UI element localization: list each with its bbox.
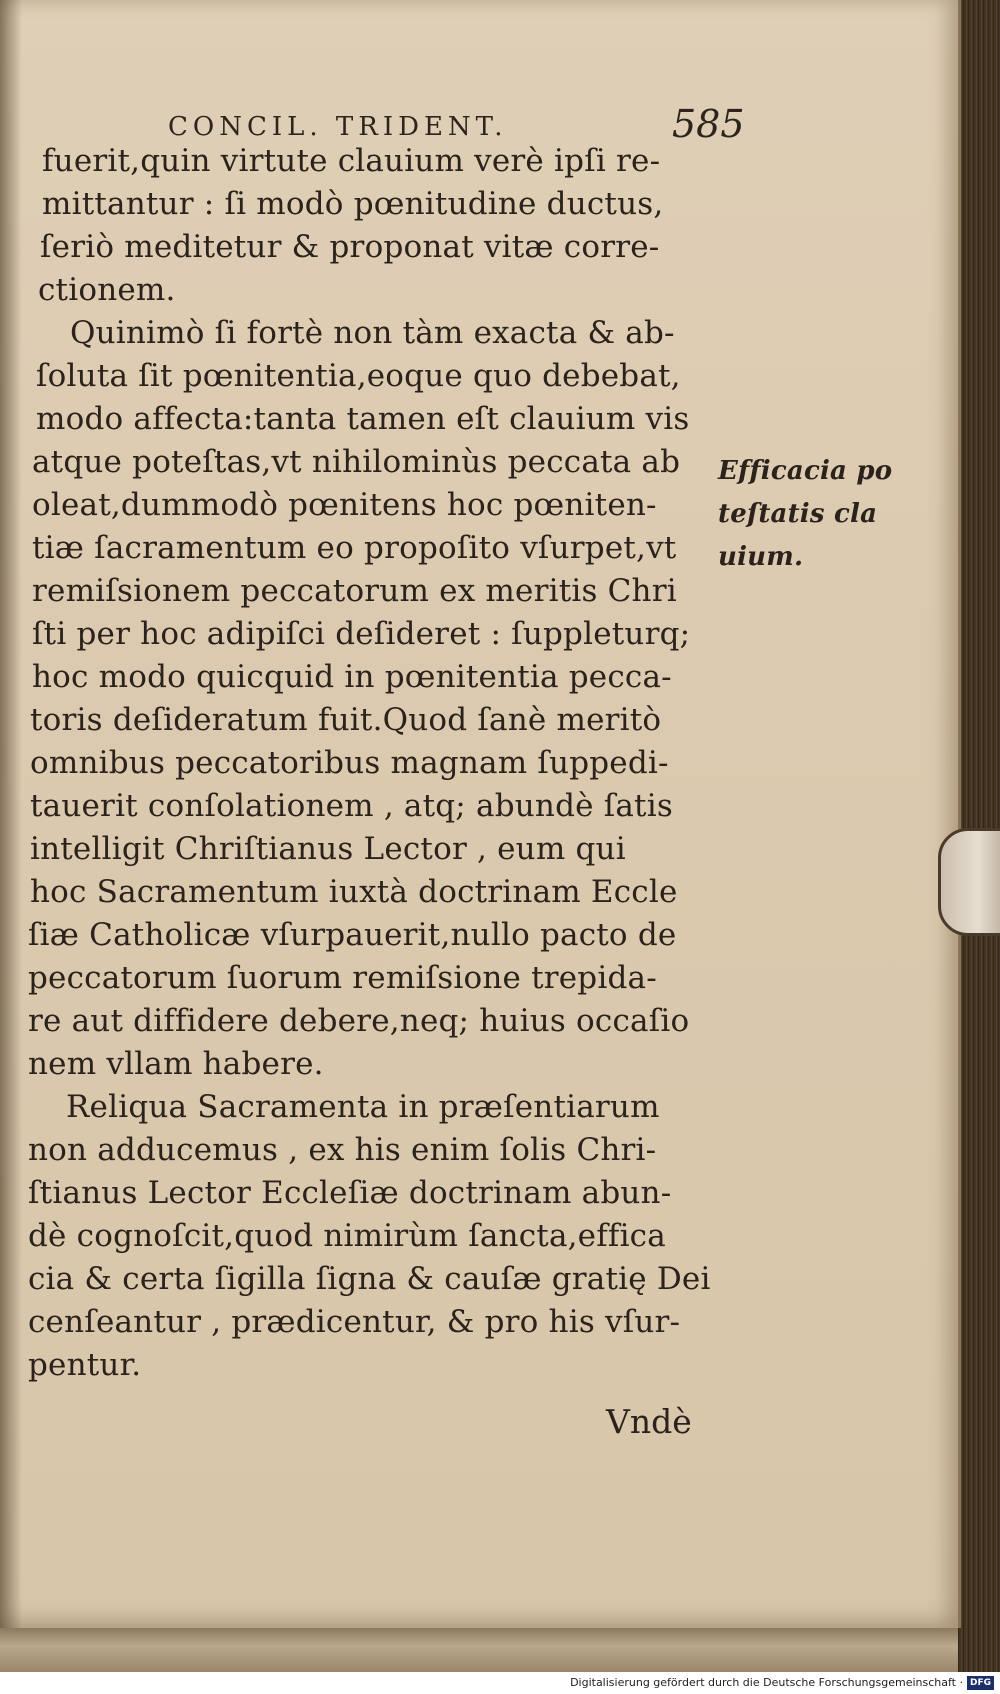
text-line: ſtianus Lector Eccleſiæ doctrinam abun-	[28, 1175, 672, 1211]
text-line: non adducemus , ex his enim ſolis Chri-	[28, 1132, 657, 1168]
page-number: 585	[672, 102, 745, 146]
text-line: intelligit Chriſtianus Lector , eum qui	[30, 831, 626, 867]
text-line: omnibus peccatoribus magnam ſuppedi-	[30, 745, 669, 781]
text-line: cia & certa ſigilla ſigna & cauſæ gratię Dei	[28, 1261, 711, 1297]
catchword: Vndè	[606, 1402, 692, 1441]
margin-note-line: teſtatis cla	[718, 499, 878, 529]
footer-credit: Digitalisierung gefördert durch die Deutsche Forschungsgemeinschaft ·	[570, 1676, 963, 1689]
text-line: ſoluta ſit pœnitentia,eoque quo debebat,	[36, 358, 681, 394]
text-line: ſti per hoc adipiſci deſideret : ſuppleturq;	[32, 616, 691, 652]
margin-note	[718, 450, 928, 579]
text-line: ſeriò meditetur & proponat vitæ corre-	[40, 229, 660, 265]
text-line: tiæ ſacramentum eo propoſito vſurpet,vt	[32, 530, 677, 566]
digitization-footer	[0, 1672, 1000, 1694]
margin-note-line: Efficacia po	[718, 456, 893, 486]
text-line: oleat,dummodò pœnitens hoc pœniten-	[32, 487, 657, 523]
text-line: atque poteſtas,vt nihilominùs peccata ab	[32, 444, 681, 480]
text-line: hoc Sacramentum iuxtà doctrinam Eccle	[30, 874, 678, 910]
margin-note-line: uium.	[718, 542, 804, 572]
running-head: CONCIL. TRIDENT.	[168, 112, 508, 142]
text-line: tauerit conſolationem , atq; abundè ſatis	[30, 788, 673, 824]
text-line: nem vllam habere.	[28, 1046, 324, 1082]
text-line: fuerit,quin virtute clauium verè ipſi re-	[42, 143, 661, 179]
text-line: hoc modo quicquid in pœnitentia pecca-	[32, 659, 672, 695]
text-line: pentur.	[28, 1347, 142, 1383]
text-line: remiſsionem peccatorum ex meritis Chri	[32, 573, 677, 609]
text-line: ſiæ Catholicæ vſurpauerit,nullo pacto de	[28, 917, 677, 953]
body-text	[28, 140, 718, 1387]
text-line: peccatorum ſuorum remiſsione trepida-	[28, 960, 657, 996]
text-line: Reliqua Sacramenta in præſentiarum	[66, 1089, 660, 1125]
text-line: toris deſideratum fuit.Quod ſanè meritò	[30, 702, 662, 738]
text-line: cenſeantur , prædicentur, & pro his vſur-	[28, 1304, 681, 1340]
page-bottom-edge	[0, 1628, 958, 1672]
text-line: re aut diffidere debere,neq; huius occaſio	[28, 1003, 690, 1039]
spine-shadow	[0, 0, 22, 1628]
text-line: dè cognoſcit,quod nimirùm ſancta,effica	[28, 1218, 666, 1254]
clasp-clip	[938, 828, 1000, 936]
text-line: ctionem.	[38, 272, 176, 308]
text-line: modo affecta:tanta tamen eſt clauium vis	[36, 401, 690, 437]
text-line: Quinimò ſi fortè non tàm exacta & ab-	[70, 315, 675, 351]
text-line: mittantur : ſi modò pœnitudine ductus,	[42, 186, 664, 222]
dfg-logo-icon: DFG	[967, 1676, 994, 1690]
